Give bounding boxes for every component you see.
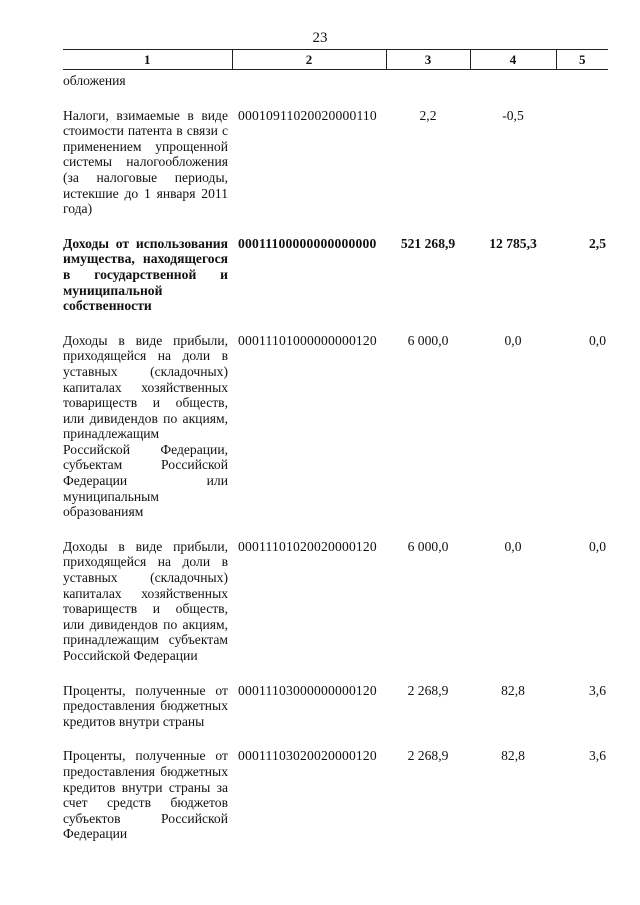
row-value-3: 2,2 — [419, 107, 437, 123]
row-value-4: 12 785,3 — [489, 235, 537, 251]
table-row — [63, 664, 608, 730]
row-value-4: 82,8 — [501, 682, 525, 698]
column-header-3: 3 — [386, 50, 470, 70]
row-value-3: 6 000,0 — [407, 332, 449, 348]
row-value-3 — [386, 70, 470, 89]
column-header-2: 2 — [232, 50, 386, 70]
header-row — [63, 50, 608, 70]
row-value-3: 6 000,0 — [407, 538, 449, 554]
row-name: обложения — [63, 73, 126, 88]
row-value-3: 2 268,9 — [407, 682, 449, 698]
row-name: Доходы в виде прибыли, приходящейся на доли в уставных (складочных) капиталах хозяйственных товариществ и обществ, или дивидендов по акциям, принадлежащим Российской Федерации, субъектам Российской Федерации или муниципальным образованиям — [63, 332, 228, 520]
row-code: 00010911020020000110 — [238, 107, 377, 123]
table-row — [63, 70, 608, 89]
row-name: Проценты, полученные от предоставления бюджетных кредитов внутри страны — [63, 682, 228, 729]
row-name: Проценты, полученные от предоставления бюджетных кредитов внутри страны за счет средств бюджетов субъектов Российской Федерации — [63, 748, 228, 842]
row-value-4: 82,8 — [501, 748, 525, 764]
row-value-5: 0,0 — [589, 538, 606, 554]
table-row — [63, 89, 608, 217]
row-code — [232, 70, 386, 89]
row-value-4: -0,5 — [502, 107, 524, 123]
row-value-5 — [556, 89, 608, 217]
row-code: 00011100000000000000 — [238, 235, 377, 251]
table-header — [63, 50, 608, 70]
row-value-5: 0,0 — [589, 332, 606, 348]
row-value-5: 3,6 — [589, 682, 606, 698]
column-header-5: 5 — [556, 50, 608, 70]
table-row — [63, 729, 608, 842]
table-row — [63, 520, 608, 664]
row-name: Доходы от использования имущества, находящегося в государственной и муниципальной собственности — [63, 235, 228, 314]
table-row — [63, 314, 608, 520]
page-number: 23 — [312, 30, 328, 46]
row-value-5 — [556, 70, 608, 89]
row-value-3: 521 268,9 — [400, 235, 456, 251]
row-value-4 — [470, 70, 556, 89]
budget-table — [63, 49, 608, 842]
row-code: 00011101000000000120 — [238, 332, 377, 348]
row-name: Налоги, взимаемые в виде стоимости патента в связи с применением упрощенной системы налогообложения (за налоговые периоды, истекшие до 1 января 2011 года) — [63, 107, 228, 217]
column-header-1: 1 — [63, 50, 232, 70]
row-code: 00011101020020000120 — [238, 538, 377, 554]
row-value-4: 0,0 — [504, 332, 522, 348]
row-value-5: 3,6 — [589, 748, 606, 764]
table-body — [63, 70, 608, 842]
row-value-4: 0,0 — [504, 538, 522, 554]
table-row — [63, 217, 608, 314]
row-code: 00011103000000000120 — [238, 682, 377, 698]
row-value-5: 2,5 — [589, 235, 606, 251]
row-value-3: 2 268,9 — [407, 748, 449, 764]
row-name: Доходы в виде прибыли, приходящейся на доли в уставных (складочных) капиталах хозяйственных товариществ и обществ, или дивидендов по акциям, принадлежащим субъектам Российской Федерации — [63, 538, 228, 663]
row-code: 00011103020020000120 — [238, 748, 377, 764]
column-header-4: 4 — [470, 50, 556, 70]
